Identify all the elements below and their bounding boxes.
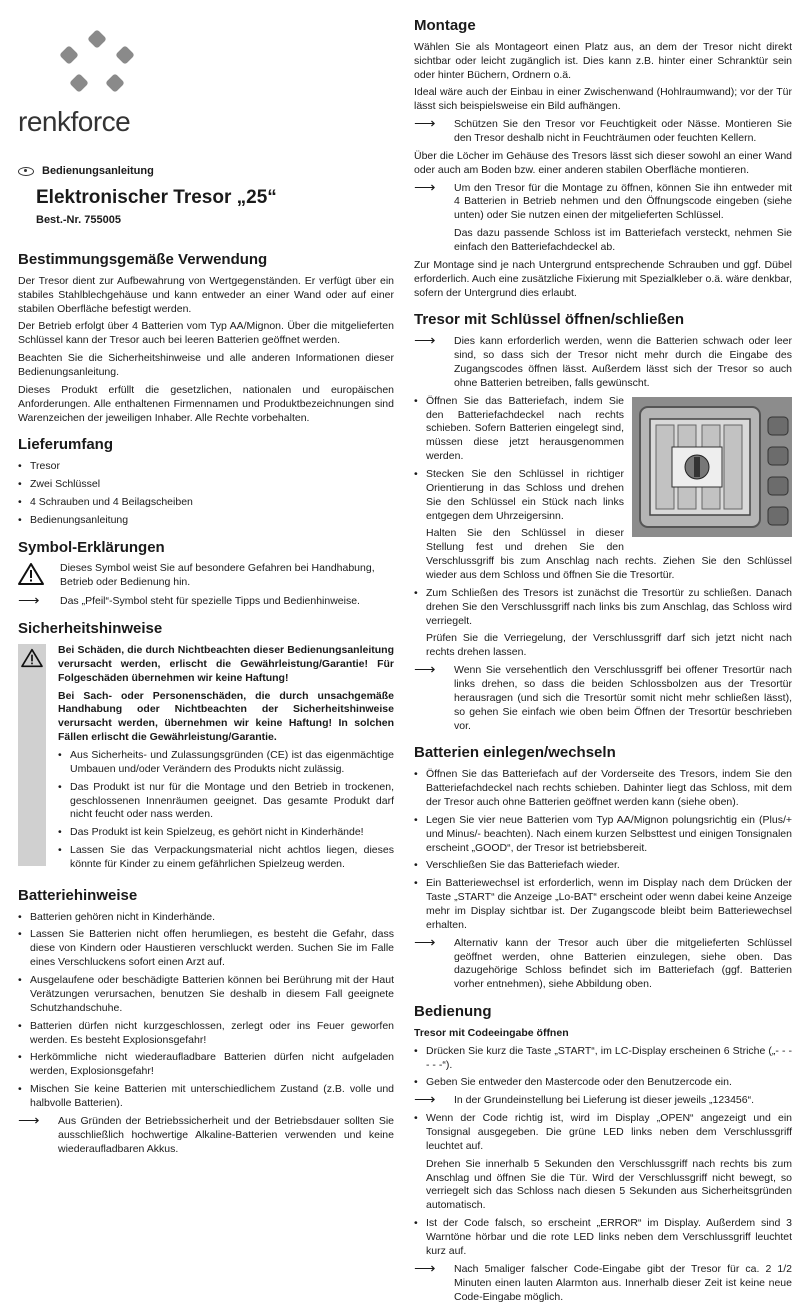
arrow-right-icon: ⟶ <box>414 1091 436 1109</box>
list-item: • Öffnen Sie das Batteriefach auf der Vorderseite des Tresors, indem Sie den Batteriefachdeckel nach rechts schieben. Dahinter liegt das Schloss, mit dem der Tresor auch ohne Batterien geöffnet werden kann (siehe oben). <box>414 768 792 810</box>
list-item: • Tresor <box>18 460 394 474</box>
list-item: • Wenn der Code richtig ist, wird im Display „OPEN“ angezeigt und ein Tonsignal ausgegeben. Die grüne LED links neben dem Verschlussgriff leuchtet auf. <box>414 1112 792 1154</box>
list-item: • Zwei Schlüssel <box>18 478 394 492</box>
usage-p2: Der Betrieb erfolgt über 4 Batterien vom Typ AA/Mignon. Über die mitgelieferten Schlüssel kann der Tresor auch bei leeren Batterien geöffnet werden. <box>18 320 394 347</box>
safety-list <box>58 749 394 872</box>
symbol-arrow-row <box>18 592 394 610</box>
symbol-arrow-text: Das „Pfeil“-Symbol steht für spezielle Tipps und Bedienhinweise. <box>60 595 360 608</box>
list-item: • Legen Sie vier neue Batterien vom Typ AA/Mignon polungsrichtig ein (Plus/+ und Minus/- beachten). Nach einem kurzen Selbsttest und einigen Tonsignalen erscheint „GOOD“, der Tresor ist betriebsbereit. <box>414 814 792 856</box>
mounting-tip-1: ⟶ Schützen Sie den Tresor vor Feuchtigkeit oder Nässe. Montieren Sie den Tresor deshalb nicht in Feuchträumen oder feuchten Kellern. <box>414 115 792 144</box>
key-tip-1: ⟶ Dies kann erforderlich werden, wenn die Batterien schwach oder leer sind, so dass sich der Tresor nicht mehr durch die Eingabe des Zugangscodes öffnen lässt. Außerdem lässt sich der Tresor so auch ohne Batterien betreiben, falls gewünscht. <box>414 332 792 389</box>
list-item: • Das Produkt ist nur für die Montage und den Betrieb in trockenen, geschlossenen Innenräumen geeignet. Das gesamte Produkt darf nicht feucht oder nass werden. <box>58 781 394 823</box>
mounting-p3: Über die Löcher im Gehäuse des Tresors lässt sich dieser sowohl an einer Wand oder auch am Boden bzw. einer anderen stabilen Oberfläche montieren. <box>414 149 792 176</box>
list-item: • 4 Schrauben und 4 Beilagscheiben <box>18 496 394 510</box>
list-item: • Aus Sicherheits- und Zulassungsgründen (CE) ist das eigenmächtige Umbauen und/oder Verändern des Produkts nicht zulässig. <box>58 749 394 777</box>
manual-label <box>18 164 154 179</box>
mounting-p4: Zur Montage sind je nach Untergrund entsprechende Schrauben und ggf. Dübel erforderlich. Auch eine zusätzliche Fixierung mit Spezialkleber o.ä. wäre denkbar, sofern der Untergrund dies erlaubt. <box>414 258 792 299</box>
operation-list <box>414 1045 792 1091</box>
batteries-list <box>414 768 792 932</box>
list-item: • Ein Batteriewechsel ist erforderlich, wenn im Display nach dem Drücken der Taste „START“ die Anzeige „Lo-BAT“ erscheint oder wenn dabei keine Anzeige mehr im Display sichtbar ist. Der Zugangscode bleibt beim Batteriewechsel erhalten. <box>414 877 792 932</box>
key-tip-2: ⟶ Wenn Sie versehentlich den Verschlussgriff bei offener Tresortür nach links drehen, so dass die beiden Schlossbolzen aus der Tresortür herausragen (und sich die Tresortür somit nicht mehr schließen lässt), so gehen Sie einfach wie oben beim Öffnen der Tresortür beschrieben vor. <box>414 661 792 732</box>
list-item: • Das Produkt ist kein Spielzeug, es gehört nicht in Kinderhände! <box>58 826 394 840</box>
left-content <box>18 240 394 1160</box>
symbol-warning-row <box>18 562 394 591</box>
arrow-right-icon: ⟶ <box>414 115 436 133</box>
warning-bar <box>18 644 46 866</box>
safety-b1: Bei Schäden, die durch Nichtbeachten dieser Bedienungsanleitung verursacht werden, erlischt die Gewährleistung/Garantie! Für Folgeschäden übernehmen wir keine Haftung! <box>58 643 394 684</box>
document-title: Elektronischer Tresor „25“ <box>36 187 277 208</box>
eye-icon <box>18 167 34 176</box>
batteries-heading: Batterien einlegen/wechseln <box>414 744 616 762</box>
list-item: • Geben Sie entweder den Mastercode oder den Benutzercode ein. <box>414 1076 792 1090</box>
key-heading: Tresor mit Schlüssel öffnen/schließen <box>414 311 685 329</box>
order-number: Best.-Nr. 755005 <box>36 214 121 226</box>
right-column <box>414 16 792 1308</box>
mounting-tip-2b: Das dazu passende Schloss ist im Batteriefach versteckt, nehmen Sie einfach den Batteriefachdeckel ab. <box>454 227 792 253</box>
usage-p3: Beachten Sie die Sicherheitshinweise und alle anderen Informationen dieser Bedienungsanleitung. <box>18 352 394 378</box>
key-i2b: Halten Sie den Schlüssel in dieser Stellung fest und drehen Sie den Verschlussgriff bis zum Anschlag nach rechts. Ziehen Sie den Schlüssel wieder aus dem Schloss und öffnen Sie die Tresortür. <box>426 527 792 581</box>
arrow-right-icon: ⟶ <box>414 933 436 951</box>
symbols-heading: Symbol-Erklärungen <box>18 538 165 556</box>
operation-list-3 <box>414 1217 792 1259</box>
list-item: • Batterien gehören nicht in Kinderhände. <box>18 911 394 925</box>
operation-list-2 <box>414 1112 792 1154</box>
safety-text <box>58 644 394 876</box>
mounting-p2: Ideal wäre auch der Einbau in einer Zwischenwand (Hohlraumwand); vor der Tür lässt sich beispielsweise ein Bild aufhängen. <box>414 86 792 113</box>
operation-tip-1: ⟶ In der Grundeinstellung bei Lieferung ist dieser jeweils „123456“. <box>414 1091 755 1109</box>
list-item: • Lassen Sie Batterien nicht offen herumliegen, es besteht die Gefahr, dass diese von Kindern oder Haustieren verschluckt werden. Suchen Sie im Falle eines Verschluckens sofort einen Arzt auf. <box>18 928 394 970</box>
warning-icon <box>21 648 43 668</box>
key-list <box>414 395 792 524</box>
usage-p4: Dieses Produkt erfüllt die gesetzlichen, nationalen und europäischen Anforderungen. Alle enthaltenen Firmennamen und Produktbezeichnungen sind Warenzeichen der jeweiligen Inhaber. Alle Rechte vorbehalten. <box>18 383 394 424</box>
mounting-p1: Wählen Sie als Montageort einen Platz aus, an dem der Tresor nicht direkt sichtbar oder leicht zugänglich ist. Dies kann z.B. hinter einer Schranktür sein oder hinter Büchern, Ordnern o.ä. <box>414 40 792 81</box>
brand-logo <box>18 18 168 137</box>
manual-label-text: Bedienungsanleitung <box>42 165 154 177</box>
arrow-right-icon: ⟶ <box>414 1259 436 1277</box>
usage-heading: Bestimmungsgemäße Verwendung <box>18 251 268 268</box>
logo-mark-icon <box>18 18 168 98</box>
list-item: • Öffnen Sie das Batteriefach, indem Sie den Batteriefachdeckel nach rechts schieben. Sofern Batterien eingelegt sind, müssen diese jetzt herausgenommen werden. <box>414 395 792 464</box>
safety-heading: Sicherheitshinweise <box>18 620 163 638</box>
arrow-right-icon: ⟶ <box>414 661 436 679</box>
key-list-2 <box>414 587 792 629</box>
operation-subheading: Tresor mit Codeeingabe öffnen <box>414 1026 569 1039</box>
battery-notes-tip: ⟶ Aus Gründen der Betriebssicherheit und der Betriebsdauer sollten Sie ausschließlich hochwertige Alkaline-Batterien verwenden und keine wiederaufladbaren Akkus. <box>18 1111 394 1155</box>
safety-warning-box <box>18 644 394 876</box>
arrow-right-icon: ⟶ <box>414 332 436 350</box>
key-i3b: Prüfen Sie die Verriegelung, der Verschlussgriff darf sich jetzt nicht nach rechts drehen lassen. <box>426 632 792 659</box>
batteries-tip: ⟶ Alternativ kann der Tresor auch über die mitgelieferten Schlüssel geöffnet werden, ohne Batterien einzulegen, siehe oben. Das dazugehörige Schloss befindet sich im Batteriefach (ggf. Batterien vorher entnehmen), siehe Abbildung oben. <box>414 933 792 991</box>
list-item: • Verschließen Sie das Batteriefach wieder. <box>414 859 792 873</box>
list-item: • Ist der Code falsch, so erscheint „ERROR“ im Display. Außerdem sind 3 Warntöne hörbar und die rote LED links neben dem Verschlussgriff leuchtet kurz auf. <box>414 1217 792 1259</box>
list-item: • Stecken Sie den Schlüssel in richtiger Orientierung in das Schloss und drehen Sie den Schlüssel ein Stück nach links entgegen dem Uhrzeigersinn. <box>414 468 792 523</box>
operation-heading: Bedienung <box>414 1003 492 1021</box>
operation-tip-2: ⟶ Nach 5maliger falscher Code-Eingabe gibt der Tresor für ca. 2 1/2 Minuten einen lauten Alarmton aus. Innerhalb dieser Zeit ist keine neue Code-Eingabe möglich. <box>414 1259 792 1303</box>
arrow-right-icon: ⟶ <box>18 592 40 610</box>
operation-i3b: Drehen Sie innerhalb 5 Sekunden den Verschlussgriff nach rechts bis zum Anschlag und öffnen Sie die Tür. Wird der Verschlussgriff nicht bewegt, so verriegelt sich das Schloss nach diesen 5 Sekunden aus Sicherheitsgründen automatisch. <box>426 1157 792 1212</box>
list-item: • Lassen Sie das Verpackungsmaterial nicht achtlos liegen, dieses könnte für Kinder zu einem gefährlichen Spielzeug werden. <box>58 844 394 872</box>
warning-icon <box>18 562 60 591</box>
list-item: • Herkömmliche nicht wiederaufladbare Batterien dürfen nicht aufgeladen werden, Explosionsgefahr! <box>18 1051 394 1079</box>
symbol-warning-text: Dieses Symbol weist Sie auf besondere Gefahren bei Handhabung, Betrieb oder Bedienung hin. <box>60 562 375 589</box>
scope-heading: Lieferumfang <box>18 436 114 454</box>
list-item: • Zum Schließen des Tresors ist zunächst die Tresortür zu schließen. Danach drehen Sie den Verschlussgriff nach links bis zum Anschlag, das Schloss wird verriegelt. <box>414 587 792 629</box>
safety-b2: Bei Sach- oder Personenschäden, die durch unsachgemäße Handhabung oder Nichtbeachten der Sicherheitshinweise verursacht werden, übernehmen wir keine Haftung! In solchen Fällen erlischt die Gewährleistung/Garantie. <box>58 689 394 744</box>
arrow-right-icon: ⟶ <box>18 1111 40 1129</box>
list-item: • Mischen Sie keine Batterien mit unterschiedlichem Zustand (z.B. volle und halbvolle Batterien). <box>18 1083 394 1111</box>
battery-notes-heading: Batteriehinweise <box>18 886 138 904</box>
list-item: • Batterien dürfen nicht kurzgeschlossen, zerlegt oder ins Feuer geworfen werden. Es besteht Explosionsgefahr! <box>18 1020 394 1048</box>
brand-name: renkforce <box>18 106 131 137</box>
scope-list <box>18 460 394 527</box>
usage-p1: Der Tresor dient zur Aufbewahrung von Wertgegenständen. Er verfügt über ein stabiles Stahlblechgehäuse und kann entweder an einer Wand oder auf einer stabilen Oberfläche befestigt werden. <box>18 274 394 315</box>
battery-notes-list <box>18 911 394 1111</box>
mounting-heading: Montage <box>414 17 476 34</box>
mounting-tip-2: ⟶ Um den Tresor für die Montage zu öffnen, können Sie ihn entweder mit 4 Batterien in Betrieb nehmen und den Öffnungscode eingeben (siehe unten) oder Sie nutzen einen der mitgelieferten Schlüssel. <box>414 178 792 222</box>
list-item: • Bedienungsanleitung <box>18 514 394 528</box>
arrow-right-icon: ⟶ <box>414 178 436 196</box>
list-item: • Drücken Sie kurz die Taste „START“, im LC-Display erscheinen 6 Striche („- - - - - -“). <box>414 1045 792 1073</box>
list-item: • Ausgelaufene oder beschädigte Batterien können bei Berührung mit der Haut Verätzungen verursachen, benutzen Sie deshalb in diesem Fall geeignete Schutzhandschuhe. <box>18 974 394 1016</box>
